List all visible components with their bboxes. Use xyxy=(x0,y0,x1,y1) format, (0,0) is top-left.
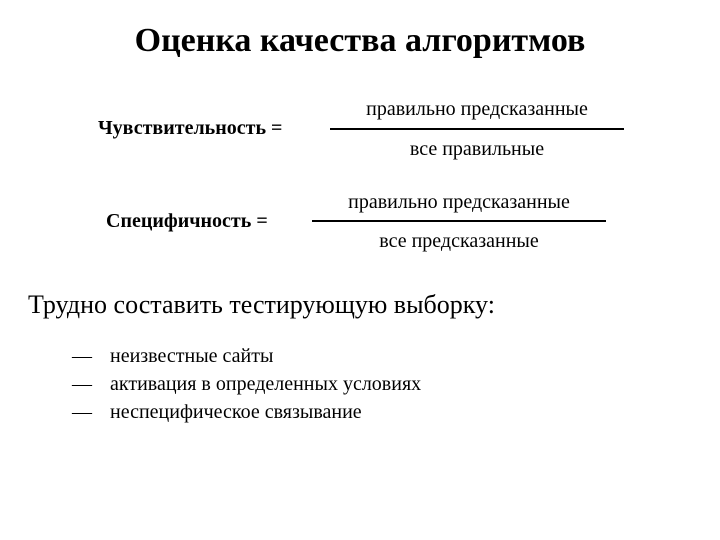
sensitivity-label: Чувствительность = xyxy=(98,117,283,139)
list-item-text: активация в определенных условиях xyxy=(110,373,422,395)
specificity-numerator: правильно предсказанные xyxy=(348,191,570,213)
dash-marker: — xyxy=(72,345,92,367)
specificity-fraction-bar xyxy=(312,220,606,222)
sensitivity-denominator: все правильные xyxy=(409,138,545,160)
list-item-text: неспецифическое связывание xyxy=(110,401,362,423)
list-item-text: неизвестные сайты xyxy=(110,345,274,367)
bullet-list xyxy=(72,342,421,426)
difficulty-heading: Трудно составить тестирующую выборку: xyxy=(28,290,495,319)
list-item xyxy=(72,342,421,370)
list-item xyxy=(72,398,421,426)
dash-marker: — xyxy=(72,373,92,395)
specificity-label: Специфичность = xyxy=(106,210,268,232)
dash-marker: — xyxy=(72,401,92,423)
sensitivity-fraction-bar xyxy=(330,128,624,130)
specificity-denominator: все предсказанные xyxy=(379,230,539,252)
list-item xyxy=(72,370,421,398)
sensitivity-numerator: правильно предсказанные xyxy=(366,98,588,120)
slide-title: Оценка качества алгоритмов xyxy=(134,22,586,59)
